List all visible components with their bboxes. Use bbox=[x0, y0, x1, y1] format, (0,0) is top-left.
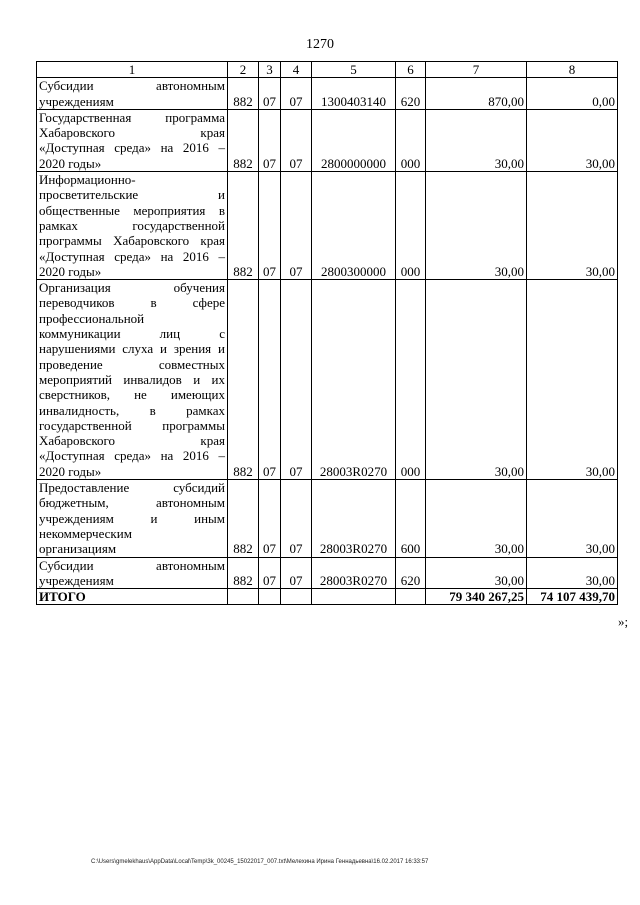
name-line: «Доступная среда» на 2016 – bbox=[39, 448, 225, 464]
cell-col8: 30,00 bbox=[527, 480, 618, 557]
cell-col5: 28003R0270 bbox=[312, 557, 396, 589]
cell-col5: 28003R0270 bbox=[312, 480, 396, 557]
cell-name bbox=[37, 280, 228, 480]
total-row bbox=[37, 589, 618, 605]
name-line: «Доступная среда» на 2016 – bbox=[39, 248, 225, 264]
cell-col5: 2800000000 bbox=[312, 109, 396, 171]
cell-col8: 30,00 bbox=[527, 280, 618, 480]
budget-table bbox=[36, 61, 618, 605]
name-line: Государственная программа bbox=[39, 109, 225, 125]
cell-col2: 882 bbox=[228, 557, 259, 589]
name-line: Хабаровского края bbox=[39, 433, 225, 449]
cell-col5: 2800300000 bbox=[312, 172, 396, 280]
page-number: 1270 bbox=[306, 37, 334, 52]
name-line: нарушениями слуха и зрения и bbox=[39, 341, 225, 357]
column-header: 4 bbox=[281, 62, 312, 78]
cell-col7: 870,00 bbox=[426, 78, 527, 110]
cell-col4: 07 bbox=[281, 280, 312, 480]
column-header: 1 bbox=[37, 62, 228, 78]
cell-col8: 30,00 bbox=[527, 172, 618, 280]
name-line: просветительские и bbox=[39, 187, 225, 203]
cell-col7: 30,00 bbox=[426, 557, 527, 589]
name-line: общественные мероприятия в bbox=[39, 202, 225, 218]
name-line: 2020 годы» bbox=[39, 463, 102, 479]
name-line: 2020 годы» bbox=[39, 155, 102, 171]
name-line: Информационно- bbox=[39, 172, 136, 188]
name-line: коммуникации лиц с bbox=[39, 326, 225, 342]
cell-col6: 600 bbox=[396, 480, 426, 557]
cell-col4: 07 bbox=[281, 480, 312, 557]
cell-col5: 1300403140 bbox=[312, 78, 396, 110]
cell-col6: 620 bbox=[396, 78, 426, 110]
table-cell bbox=[396, 589, 426, 605]
table-row bbox=[37, 280, 618, 480]
cell-name bbox=[37, 480, 228, 557]
cell-col6: 000 bbox=[396, 172, 426, 280]
name-line: некоммерческим bbox=[39, 525, 132, 541]
cell-col2: 882 bbox=[228, 109, 259, 171]
cell-col2: 882 bbox=[228, 172, 259, 280]
cell-col4: 07 bbox=[281, 172, 312, 280]
name-line: учреждениям bbox=[39, 93, 114, 109]
cell-col3: 07 bbox=[259, 480, 281, 557]
closing-mark: »; bbox=[618, 614, 629, 629]
column-header: 7 bbox=[426, 62, 527, 78]
cell-col3: 07 bbox=[259, 172, 281, 280]
cell-col7: 30,00 bbox=[426, 480, 527, 557]
cell-name bbox=[37, 78, 228, 110]
cell-col3: 07 bbox=[259, 280, 281, 480]
cell-col8: 30,00 bbox=[527, 557, 618, 589]
total-col7: 79 340 267,25 bbox=[426, 589, 527, 605]
name-line: государственной программы bbox=[39, 417, 225, 433]
name-line: Субсидии автономным bbox=[39, 78, 225, 94]
cell-col4: 07 bbox=[281, 109, 312, 171]
table-row bbox=[37, 78, 618, 110]
cell-col8: 30,00 bbox=[527, 109, 618, 171]
cell-col6: 000 bbox=[396, 109, 426, 171]
name-line: 2020 годы» bbox=[39, 263, 102, 279]
cell-col3: 07 bbox=[259, 109, 281, 171]
name-line: «Доступная среда» на 2016 – bbox=[39, 140, 225, 156]
name-line: инвалидность, в рамках bbox=[39, 402, 225, 418]
table-row bbox=[37, 109, 618, 171]
table-cell bbox=[259, 589, 281, 605]
table-row bbox=[37, 480, 618, 557]
total-label: ИТОГО bbox=[37, 589, 228, 605]
cell-col6: 620 bbox=[396, 557, 426, 589]
cell-col3: 07 bbox=[259, 557, 281, 589]
column-header: 8 bbox=[527, 62, 618, 78]
total-col8: 74 107 439,70 bbox=[527, 589, 618, 605]
cell-col4: 07 bbox=[281, 557, 312, 589]
cell-col4: 07 bbox=[281, 78, 312, 110]
table-row bbox=[37, 557, 618, 589]
name-line: Хабаровского края bbox=[39, 125, 225, 141]
cell-col2: 882 bbox=[228, 480, 259, 557]
name-line: проведение совместных bbox=[39, 356, 225, 372]
cell-name bbox=[37, 557, 228, 589]
cell-name bbox=[37, 172, 228, 280]
cell-col8: 0,00 bbox=[527, 78, 618, 110]
name-line: Организация обучения bbox=[39, 280, 225, 296]
column-header: 2 bbox=[228, 62, 259, 78]
name-line: профессиональной bbox=[39, 310, 145, 326]
cell-col7: 30,00 bbox=[426, 109, 527, 171]
footer-file-path: C:\Users\gmelekhaus\AppData\Local\Temp\3k_00245_15022017_007.txt\Мелехина Ирина Геннадьевна\16.02.2017 16:33:57 bbox=[91, 859, 429, 865]
column-header: 6 bbox=[396, 62, 426, 78]
cell-col7: 30,00 bbox=[426, 172, 527, 280]
cell-col3: 07 bbox=[259, 78, 281, 110]
column-header: 3 bbox=[259, 62, 281, 78]
column-header: 5 bbox=[312, 62, 396, 78]
name-line: учреждениям и иным bbox=[39, 510, 225, 526]
table-cell bbox=[228, 589, 259, 605]
name-line: Предоставление субсидий bbox=[39, 480, 225, 496]
name-line: бюджетным, автономным bbox=[39, 495, 225, 511]
cell-name bbox=[37, 109, 228, 171]
name-line: мероприятий инвалидов и их bbox=[39, 371, 225, 387]
name-line: организациям bbox=[39, 541, 117, 557]
cell-col2: 882 bbox=[228, 78, 259, 110]
name-line: учреждениям bbox=[39, 572, 114, 588]
table-cell bbox=[312, 589, 396, 605]
name-line: Субсидии автономным bbox=[39, 557, 225, 573]
table-body bbox=[37, 78, 618, 605]
cell-col6: 000 bbox=[396, 280, 426, 480]
name-line: программы Хабаровского края bbox=[39, 233, 225, 249]
table-header-row bbox=[37, 62, 618, 78]
name-line: переводчиков в сфере bbox=[39, 295, 225, 311]
name-line: сверстников, не имеющих bbox=[39, 387, 225, 403]
name-line: рамках государственной bbox=[39, 217, 225, 233]
cell-col5: 28003R0270 bbox=[312, 280, 396, 480]
table-row bbox=[37, 172, 618, 280]
cell-col2: 882 bbox=[228, 280, 259, 480]
table-cell bbox=[281, 589, 312, 605]
cell-col7: 30,00 bbox=[426, 280, 527, 480]
